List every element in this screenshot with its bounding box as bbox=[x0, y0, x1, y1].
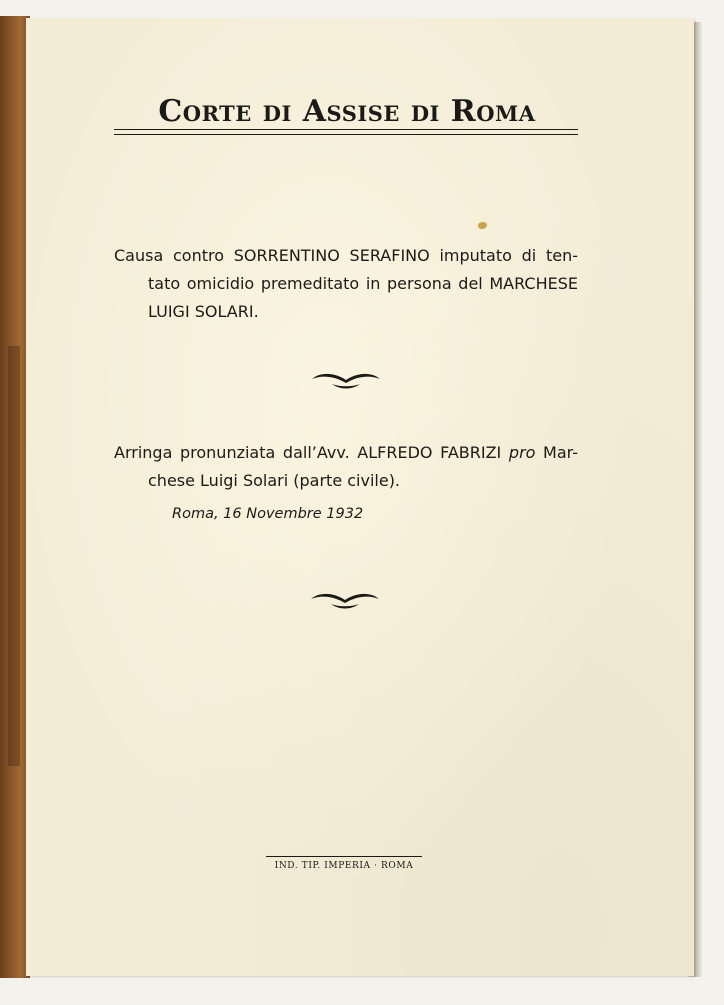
ornament-divider-1 bbox=[310, 370, 382, 392]
case-line-2: tato omicidio premeditato in persona del MARCHESE bbox=[148, 274, 578, 293]
pro-italic: pro bbox=[508, 443, 536, 462]
speech-line-1b: Mar- bbox=[535, 443, 578, 462]
paper-stain bbox=[478, 222, 487, 229]
case-paragraph bbox=[114, 242, 578, 326]
speech-line-1 bbox=[114, 439, 578, 467]
case-line-1: Causa contro SORRENTINO SERAFINO imputato di ten- bbox=[114, 246, 578, 265]
document-page bbox=[26, 18, 694, 976]
title-double-rule bbox=[114, 129, 578, 135]
ornament-divider-2 bbox=[308, 590, 382, 612]
speech-line-1a: Arringa pronunziata dall’Avv. ALFREDO FABRIZI bbox=[114, 443, 509, 462]
page-title: Corte di Assise di Roma bbox=[158, 94, 536, 129]
speech-paragraph bbox=[114, 439, 578, 495]
speech-line-2: chese Luigi Solari (parte civile). bbox=[148, 471, 401, 490]
date-line: Roma, 16 Novembre 1932 bbox=[172, 506, 364, 522]
case-line-3: LUIGI SOLARI. bbox=[148, 302, 259, 321]
printer-imprint: IND. TIP. IMPERIA · ROMA bbox=[266, 856, 422, 871]
